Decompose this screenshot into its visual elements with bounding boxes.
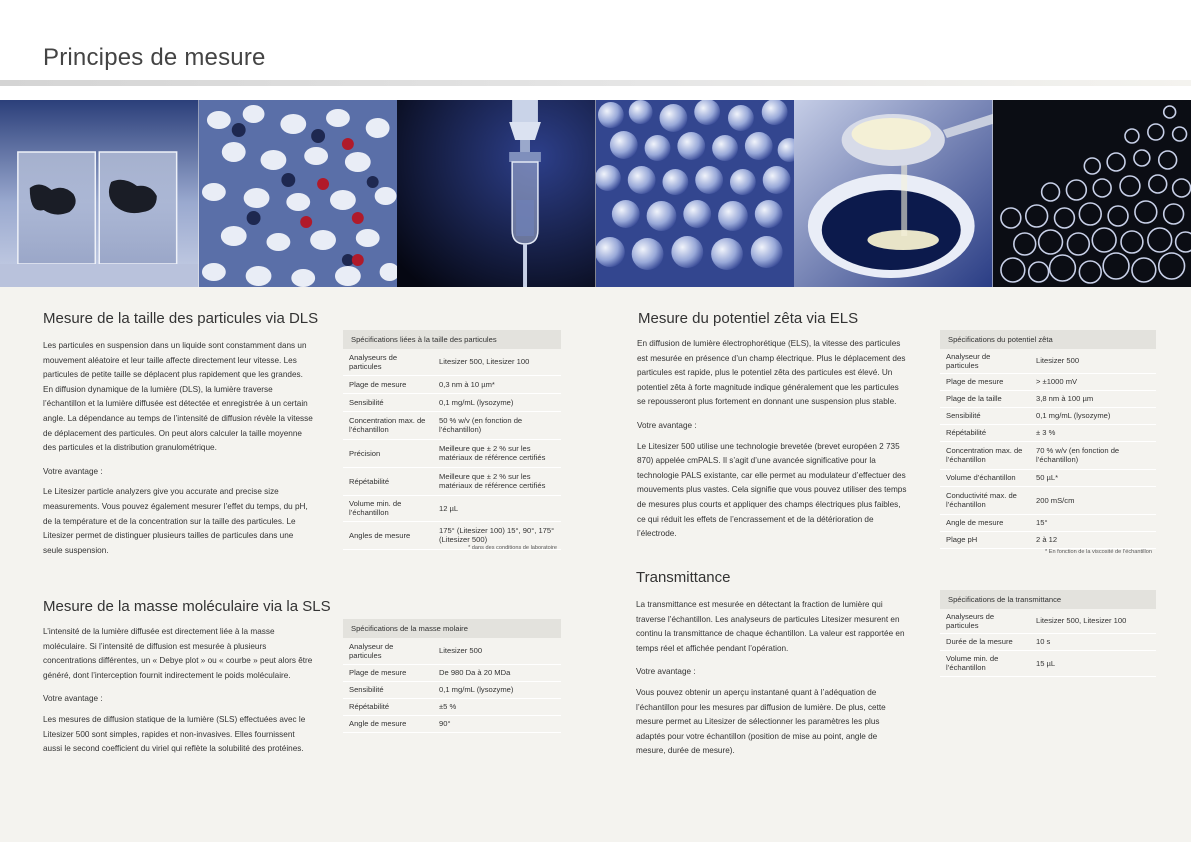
spec-value: Meilleure que ± 2 % sur les matériaux de référence certifiés xyxy=(433,467,561,495)
spec-key: Volume min. de l’échantillon xyxy=(940,650,1030,676)
sls-paragraph-1: L’intensité de la lumière diffusée est directement liée à la masse moléculaire. Si l’intensité de diffusion est mesurée à plusieurs concentrations différentes, un « Debye plot » ou « courbe » peut alors être généré, dont l’interception fournit indirectement le poids moléculaire. xyxy=(43,627,313,680)
spec-key: Concentration max. de l’échantillon xyxy=(940,441,1030,469)
table-row xyxy=(940,650,1156,676)
els-text xyxy=(637,337,909,551)
spec-value: 0,1 mg/mL (lysozyme) xyxy=(433,393,561,411)
spec-key: Sensibilité xyxy=(343,393,433,411)
table-row xyxy=(940,486,1156,514)
spheres-image xyxy=(596,100,795,287)
photo-band xyxy=(0,100,1191,287)
spec-value: 2 à 12 xyxy=(1030,531,1156,548)
table-row xyxy=(343,715,561,732)
spec-value: 0,3 nm à 10 µm* xyxy=(433,375,561,393)
spec-key: Analyseur de particules xyxy=(940,349,1030,373)
spec-value: 0,1 mg/mL (lysozyme) xyxy=(1030,407,1156,424)
sls-heading: Mesure de la masse moléculaire via la SLS xyxy=(43,598,331,615)
table-row xyxy=(343,349,561,375)
table-row xyxy=(940,514,1156,531)
table-row xyxy=(940,373,1156,390)
spec-key: Répétabilité xyxy=(940,424,1030,441)
table-row xyxy=(343,664,561,681)
table-row xyxy=(940,390,1156,407)
spec-value: 70 % w/v (en fonction de l’échantillon) xyxy=(1030,441,1156,469)
spec-key: Volume d’échantillon xyxy=(940,469,1030,486)
spec-key: Plage de la taille xyxy=(940,390,1030,407)
spec-key: Durée de la mesure xyxy=(940,633,1030,650)
table-row xyxy=(940,424,1156,441)
spec-key: Angle de mesure xyxy=(940,514,1030,531)
spec-key: Répétabilité xyxy=(343,467,433,495)
spec-value: Meilleure que ± 2 % sur les matériaux de référence certifiés xyxy=(433,439,561,467)
dls-advantage-label: Votre avantage : xyxy=(43,466,103,476)
bubbles-image xyxy=(993,100,1191,287)
spec-value: 15° xyxy=(1030,514,1156,531)
transmittance-heading: Transmittance xyxy=(636,569,731,586)
spec-key: Analyseurs de particules xyxy=(940,609,1030,633)
els-paragraph-2: Le Litesizer 500 utilise une technologie brevetée (brevet européen 2 735 870) appelée cmPALS. Il s’agit d’une avancée significative pour la technologie PALS existante, car elle permet au modulateur d’effectuer des mouvements plus vastes. Cela signifie que vous pouvez utiliser des temps de mesures plus courts et appliquer des champs électriques plus faibles, ce qui réduit les effets de l’encrassement et de la détérioration de l’électrode. xyxy=(637,441,907,539)
table-row xyxy=(940,609,1156,633)
dls-table-title: Spécifications liées à la taille des particules xyxy=(343,330,561,349)
sls-paragraph-2: Les mesures de diffusion statique de la lumière (SLS) effectuées avec le Litesizer 500 sont simples, rapides et non-invasives. Elles fournissent aussi le second coefficient du viriel qui reflète la solubilité des protéines. xyxy=(43,714,306,754)
spec-value: 90° xyxy=(433,715,561,732)
spec-value: 10 s xyxy=(1030,633,1156,650)
spec-key: Répétabilité xyxy=(343,698,433,715)
spec-value: 175° (Litesizer 100) 15°, 90°, 175° (Litesizer 500) xyxy=(433,521,561,549)
dls-spec-table xyxy=(343,330,561,550)
table-row xyxy=(343,375,561,393)
spec-key: Conductivité max. de l’échantillon xyxy=(940,486,1030,514)
spec-value: 0,1 mg/mL (lysozyme) xyxy=(433,681,561,698)
powder-spoon-cup-image xyxy=(794,100,993,287)
table-row xyxy=(343,467,561,495)
table-row xyxy=(343,495,561,521)
dls-text xyxy=(43,339,315,567)
dls-paragraph-1: Les particules en suspension dans un liquide sont constamment dans un mouvement aléatoire et leur taille affecte directement leur vitesse. Les particules de petite taille se déplacent plus rapidement que les grandes. En diffusion dynamique de la lumière (DLS), la lumière traverse l’échantillon et la lumière diffusée est détectée et enregistrée à un certain angle. La dépendance au temps de l’intensité de diffusion révèle la vitesse de déplacement des particules. On peut alors calculer la taille moyenne des particules et la distribution granulométrique. xyxy=(43,341,313,453)
glass-cubes-image xyxy=(0,100,199,287)
table-row xyxy=(343,638,561,664)
table-row xyxy=(343,681,561,698)
sls-table-title: Spécifications de la masse molaire xyxy=(343,619,561,638)
table-row xyxy=(940,469,1156,486)
sls-advantage-label: Votre avantage : xyxy=(43,694,103,704)
transmittance-spec-table xyxy=(940,590,1156,677)
table-row xyxy=(343,393,561,411)
spec-value: 50 µL* xyxy=(1030,469,1156,486)
spec-key: Plage de mesure xyxy=(940,373,1030,390)
spec-value: De 980 Da à 20 MDa xyxy=(433,664,561,681)
table-row xyxy=(343,411,561,439)
spec-key: Angles de mesure xyxy=(343,521,433,549)
transmittance-paragraph-1: La transmittance est mesurée en détectant la fraction de lumière qui traverse l’échantillon. Les analyseurs de particules Litesizer mesurent en continu la transmittance de chaque échantillon. La valeur est rapportée en temps réel et affichée pendant l’opération. xyxy=(636,600,905,653)
transmittance-advantage-label: Votre avantage : xyxy=(636,667,696,677)
spec-value: 12 µL xyxy=(433,495,561,521)
spec-key: Plage de mesure xyxy=(343,375,433,393)
spec-key: Concentration max. de l’échantillon xyxy=(343,411,433,439)
table-row xyxy=(940,531,1156,548)
table-row xyxy=(940,407,1156,424)
spec-key: Volume min. de l’échantillon xyxy=(343,495,433,521)
spec-key: Plage de mesure xyxy=(343,664,433,681)
dls-paragraph-2: Le Litesizer particle analyzers give you accurate and precise size measurements. Vous pouvez également mesurer l’effet du temps, du pH, de la température et de la concentration sur la taille des particules. Le Litesizer permet de distinguer plusieurs tailles de particules dans une seule suspension. xyxy=(43,487,308,555)
drip-chamber-image xyxy=(397,100,596,287)
els-heading: Mesure du potentiel zêta via ELS xyxy=(638,310,859,327)
els-advantage-label: Votre avantage : xyxy=(637,420,697,430)
dls-footnote: * dans des conditions de laboratoire xyxy=(468,545,557,551)
spec-value: Litesizer 500, Litesizer 100 xyxy=(433,349,561,375)
sls-spec-table xyxy=(343,619,561,733)
spec-key: Sensibilité xyxy=(343,681,433,698)
table-row xyxy=(940,441,1156,469)
page-title: Principes de mesure xyxy=(43,44,266,71)
els-table-title: Spécifications du potentiel zêta xyxy=(940,330,1156,349)
table-row xyxy=(940,633,1156,650)
spec-value: ± 3 % xyxy=(1030,424,1156,441)
sls-text xyxy=(43,625,315,766)
spec-key: Précision xyxy=(343,439,433,467)
spec-value: 50 % w/v (en fonction de l’échantillon) xyxy=(433,411,561,439)
els-paragraph-1: En diffusion de lumière électrophorétique (ELS), la vitesse des particules est mesurée en présence d’un champ électrique. Plus le déplacement des particules est rapide, plus le potentiel zêta des particules est élevé. Un potentiel zêta à forte magnitude indique généralement que les particules se repousseront plus fortement en donnant une suspension plus stable. xyxy=(637,339,906,407)
spec-key: Angle de mesure xyxy=(343,715,433,732)
spec-value: > ±1000 mV xyxy=(1030,373,1156,390)
spec-value: ±5 % xyxy=(433,698,561,715)
table-row xyxy=(343,698,561,715)
spec-value: 3,8 nm à 100 µm xyxy=(1030,390,1156,407)
pellets-image xyxy=(199,100,398,287)
spec-key: Sensibilité xyxy=(940,407,1030,424)
spec-value: 15 µL xyxy=(1030,650,1156,676)
els-footnote: * En fonction de la viscosité de l’échantillon xyxy=(1045,549,1152,555)
transmittance-text xyxy=(636,598,908,768)
dls-heading: Mesure de la taille des particules via DLS xyxy=(43,310,319,327)
transmittance-table-title: Spécifications de la transmittance xyxy=(940,590,1156,609)
spec-key: Analyseurs de particules xyxy=(343,349,433,375)
spec-value: 200 mS/cm xyxy=(1030,486,1156,514)
spec-value: Litesizer 500 xyxy=(433,638,561,664)
els-spec-table xyxy=(940,330,1156,549)
table-row xyxy=(343,439,561,467)
table-row xyxy=(940,349,1156,373)
spec-value: Litesizer 500, Litesizer 100 xyxy=(1030,609,1156,633)
spec-key: Analyseur de particules xyxy=(343,638,433,664)
spec-value: Litesizer 500 xyxy=(1030,349,1156,373)
spec-key: Plage pH xyxy=(940,531,1030,548)
header-divider xyxy=(0,80,1191,86)
transmittance-paragraph-2: Vous pouvez obtenir un aperçu instantané quant à l’adéquation de l’échantillon pour les mesures par diffusion de lumière. De plus, cette mesure permet au Litesizer de sélectionner les paramètres les plus adaptés pour votre échantillon (position de mise au point, angle de mesure, durée de mesure). xyxy=(636,687,886,756)
